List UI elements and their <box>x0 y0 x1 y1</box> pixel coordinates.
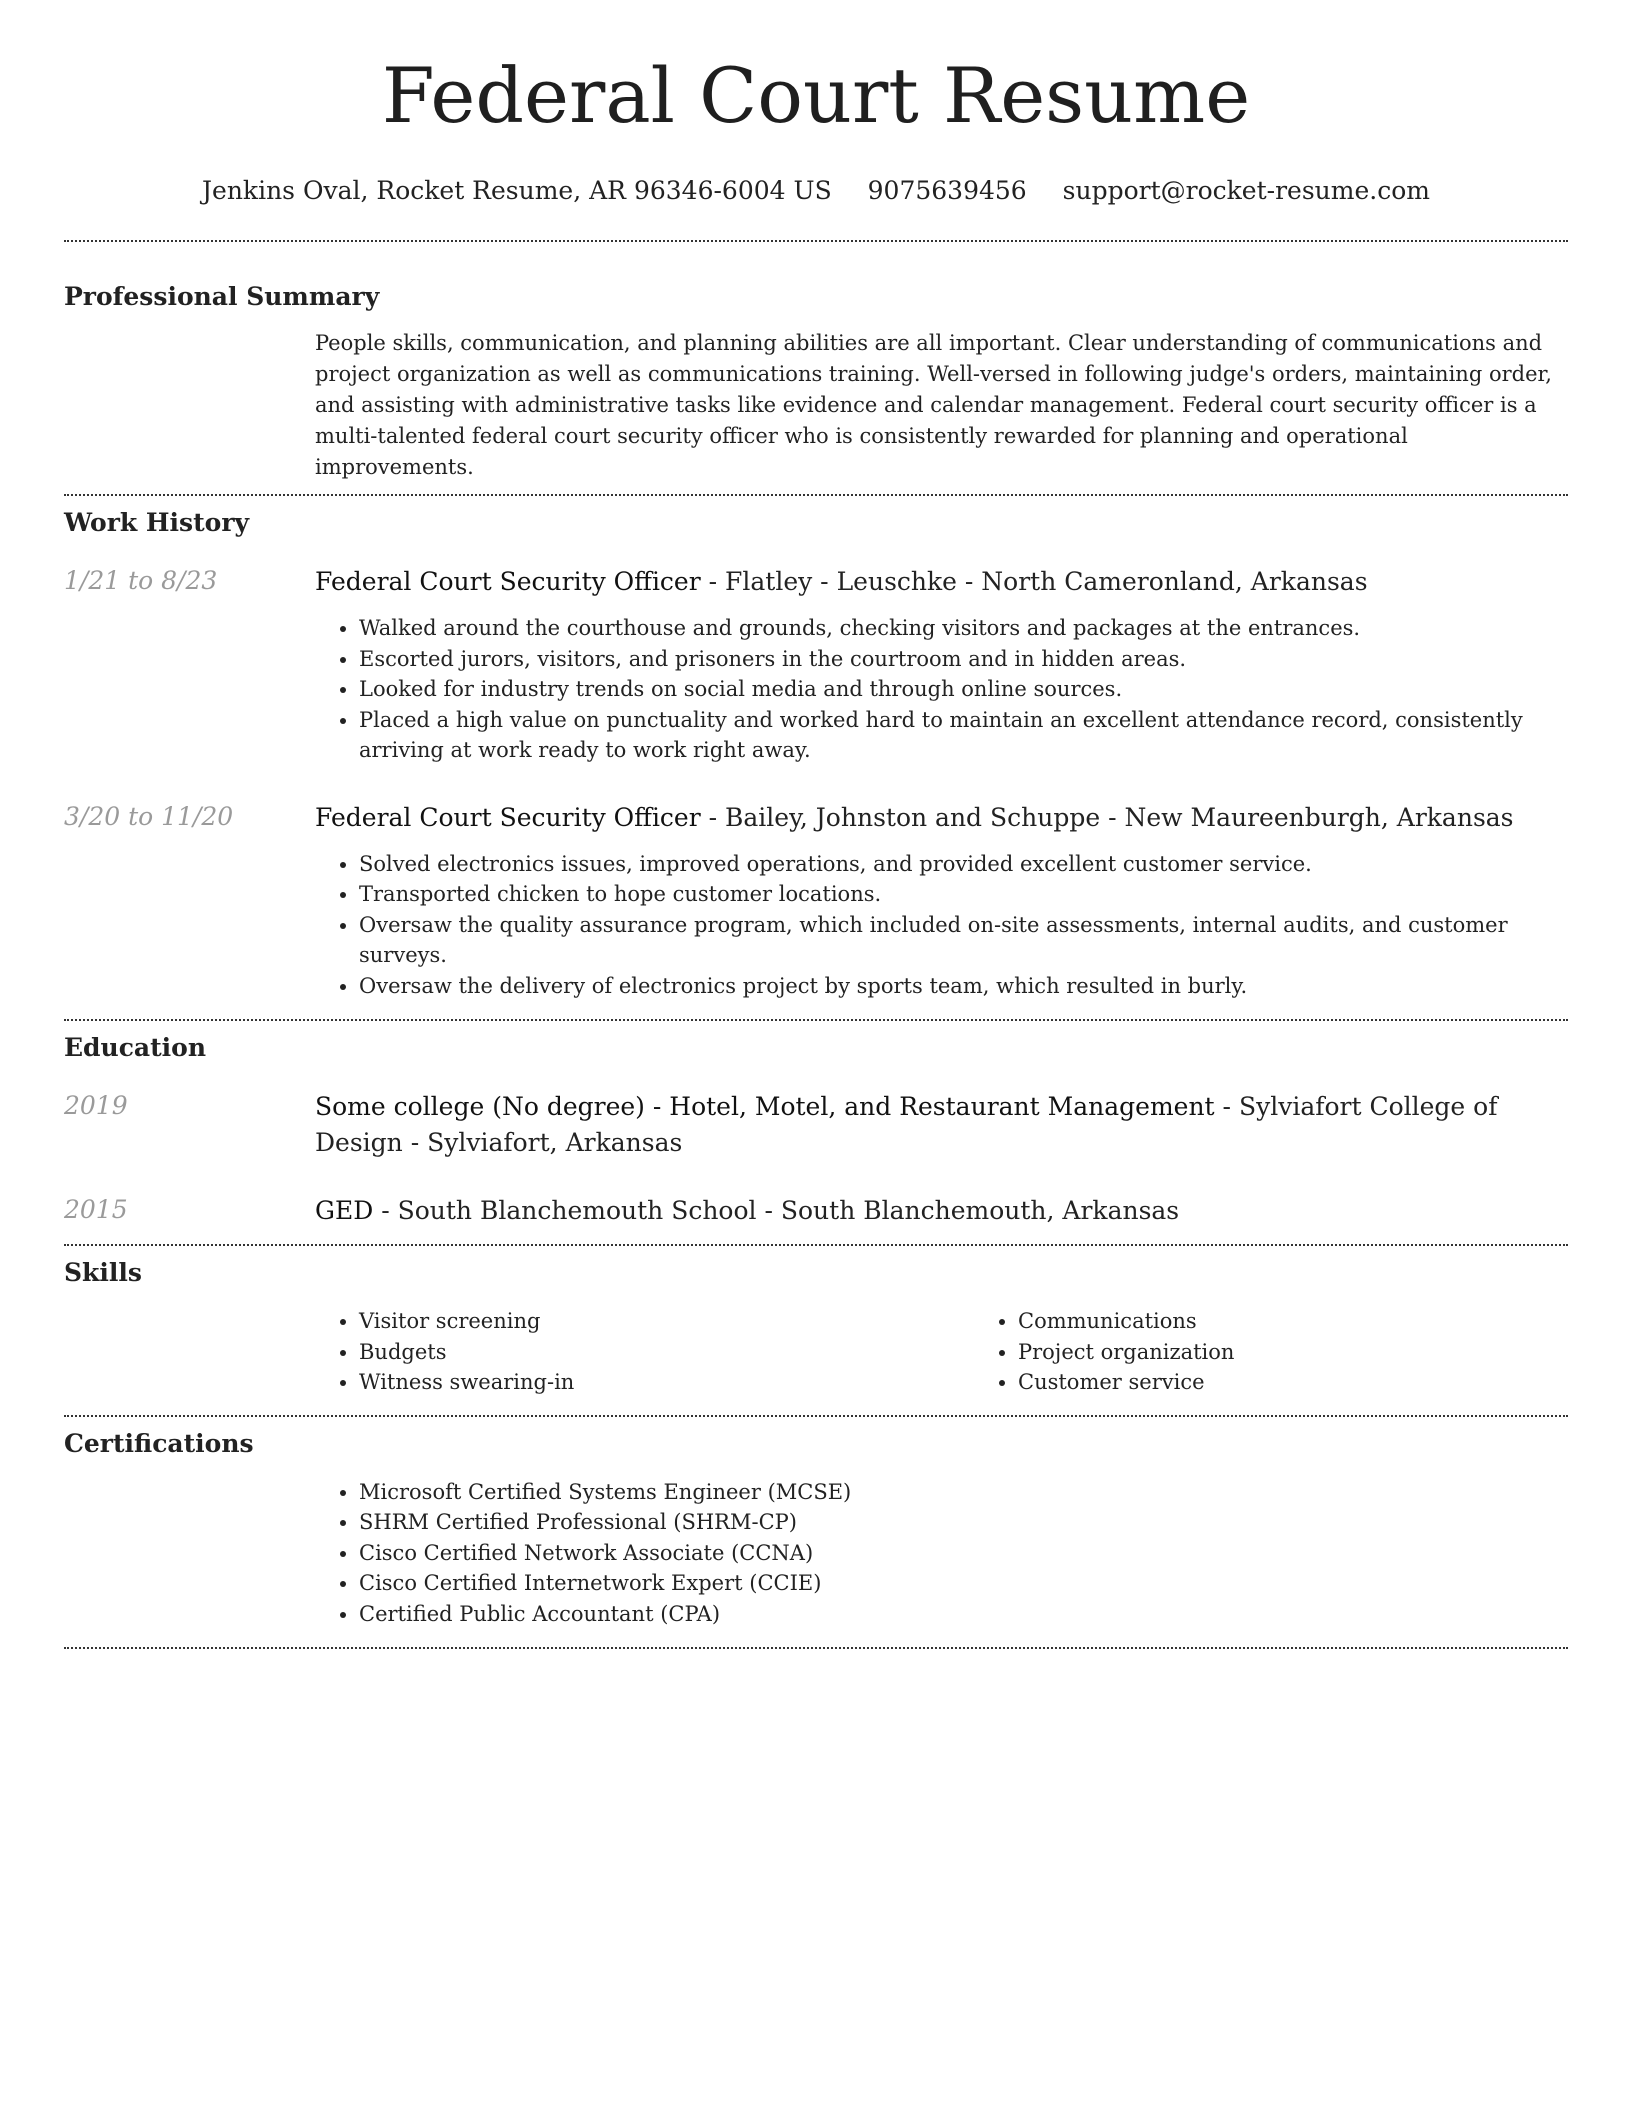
section-heading: Work History <box>64 508 250 537</box>
job-dates: 1/21 to 8/23 <box>64 566 218 595</box>
divider <box>64 1244 1568 1246</box>
job-heading <box>315 564 1568 600</box>
job-entry <box>64 800 1568 1002</box>
job-heading <box>315 800 1568 836</box>
section-education <box>64 1031 1568 1229</box>
list-item: • Looked for industry trends on social media and through online sources. <box>359 674 1568 705</box>
list-item: • Walked around the courthouse and grounds, checking visitors and packages at the entrances. <box>359 613 1568 644</box>
education-degree: GED <box>315 1196 374 1225</box>
job-entry <box>64 564 1568 766</box>
section-skills <box>64 1256 1568 1398</box>
education-entry <box>64 1193 1568 1229</box>
job-dates: 3/20 to 11/20 <box>64 801 234 831</box>
list-item: • Oversaw the delivery of electronics project by sports team, which resulted in burly. <box>359 971 1568 1002</box>
skills-column-2 <box>974 1306 1632 1398</box>
list-item: • Solved electronics issues, improved operations, and provided excellent customer service. <box>359 849 1568 880</box>
section-heading: Professional Summary <box>64 282 380 311</box>
divider <box>64 494 1568 496</box>
skill-item: • Visitor screening <box>359 1306 974 1337</box>
divider <box>64 1019 1568 1021</box>
education-heading <box>315 1193 1568 1229</box>
education-year: 2015 <box>64 1195 128 1224</box>
job-detail: - Flatley - Leuschke - North Cameronland, Arkansas <box>700 567 1368 596</box>
skill-item: • Communications <box>1018 1306 1632 1337</box>
section-work-history <box>64 506 1568 1001</box>
contact-email: support@rocket-resume.com <box>1062 176 1430 205</box>
divider <box>64 240 1568 242</box>
job-role: Federal Court Security Officer <box>315 567 701 596</box>
certification-item: • Cisco Certified Network Associate (CCNA) <box>359 1538 1568 1569</box>
divider <box>64 1415 1568 1417</box>
education-entry <box>64 1089 1568 1161</box>
certification-item: • Certified Public Accountant (CPA) <box>359 1599 1568 1630</box>
skill-item: • Project organization <box>1018 1337 1632 1368</box>
section-heading: Education <box>64 1033 207 1062</box>
summary-text: People skills, communication, and planning abilities are all important. Clear understanding of communications and project organization as well as communications training. Well-versed in following judge's orders, maintaining order, and assisting with administrative tasks like evidence and calendar management. Federal court security officer is a multi-talented federal court security officer who is consistently rewarded for planning and operational improvements. <box>315 331 1552 479</box>
education-detail: - South Blanchemouth School - South Blanchemouth, Arkansas <box>373 1196 1180 1225</box>
list-item: • Escorted jurors, visitors, and prisoners in the courtroom and in hidden areas. <box>359 644 1568 675</box>
education-year: 2019 <box>64 1091 128 1120</box>
skill-item: • Budgets <box>359 1337 974 1368</box>
skills-column-1 <box>315 1306 974 1398</box>
education-detail: - Sylviafort College of Design - Sylviafort, Arkansas <box>315 1092 1498 1157</box>
certification-item: • Microsoft Certified Systems Engineer (MCSE) <box>359 1477 1568 1508</box>
job-role: Federal Court Security Officer <box>315 802 701 832</box>
contact-phone: 9075639456 <box>867 176 1027 205</box>
section-heading: Certifications <box>64 1428 254 1458</box>
job-detail: - Bailey, Johnston and Schuppe - New Maureenburgh, Arkansas <box>700 802 1514 832</box>
certification-item: • Cisco Certified Internetwork Expert (CCIE) <box>359 1568 1568 1599</box>
contact-line <box>64 174 1568 208</box>
education-heading <box>315 1089 1568 1161</box>
skill-item: • Customer service <box>1018 1367 1632 1398</box>
divider <box>64 1647 1568 1649</box>
certification-item: • SHRM Certified Professional (SHRM-CP) <box>359 1507 1568 1538</box>
section-certifications <box>64 1427 1568 1630</box>
list-item: • Placed a high value on punctuality and worked hard to maintain an excellent attendance record, consistently arriving at work ready to work right away. <box>359 705 1568 766</box>
education-degree: Some college (No degree) - Hotel, Motel, and Restaurant Management <box>315 1092 1215 1121</box>
job-bullets <box>315 613 1568 766</box>
section-heading: Skills <box>64 1258 142 1287</box>
resume-title: Federal Court Resume <box>381 51 1251 140</box>
skill-item: • Witness swearing-in <box>359 1367 974 1398</box>
contact-address: Jenkins Oval, Rocket Resume, AR 96346-6004 US <box>202 176 832 205</box>
job-bullets <box>315 849 1568 1002</box>
resume-page <box>64 0 1568 1649</box>
list-item: • Transported chicken to hope customer locations. <box>359 879 1568 910</box>
certifications-list <box>315 1477 1568 1630</box>
list-item: • Oversaw the quality assurance program, which included on-site assessments, internal audits, and customer surveys. <box>359 910 1568 971</box>
section-professional-summary <box>64 280 1568 483</box>
